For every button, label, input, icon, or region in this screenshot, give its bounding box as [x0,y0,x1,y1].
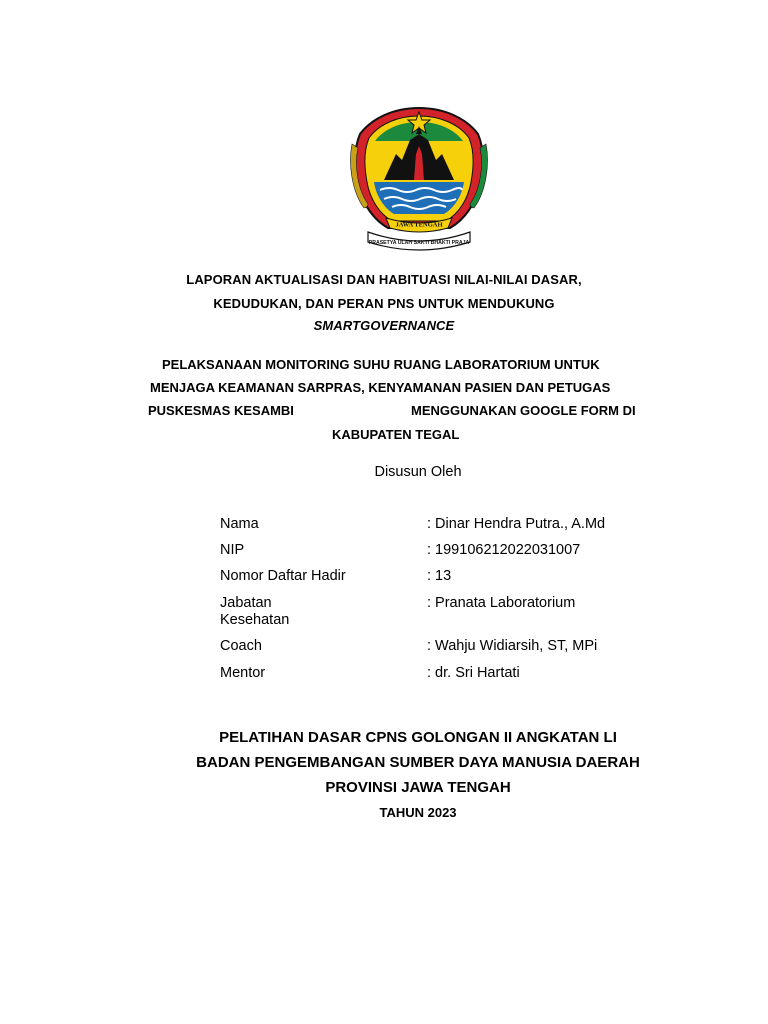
author-label-nama: Nama [220,516,259,532]
report-title-line-1: LAPORAN AKTUALISASI DAN HABITUASI NILAI-NILAI DASAR, [186,272,582,287]
footer-line-2: BADAN PENGEMBANGAN SUMBER DAYA MANUSIA DAERAH [196,754,640,771]
author-label-jabatan: Jabatan [220,595,272,611]
motto-text: PRASETYA ULAH SAKTI BHAKTI PRAJA [368,240,470,246]
author-value-nomor-daftar-hadir: : 13 [427,568,452,584]
author-label-jabatan-line-2: Kesehatan [220,612,290,628]
jawa-tengah-emblem-logo [344,104,494,256]
author-value-coach: : Wahju Widiarsih, ST, MPi [427,638,598,654]
author-label-nip: NIP [220,542,245,558]
author-value-nip: : 199106212022031007 [427,542,581,558]
project-title-line-3-right: MENGGUNAKAN GOOGLE FORM DI [411,403,636,418]
author-value-mentor: : dr. Sri Hartati [427,665,520,681]
author-value-nama: : Dinar Hendra Putra., A.Md [427,516,606,532]
report-title-line-2: KEDUDUKAN, DAN PERAN PNS UNTUK MENDUKUNG [213,296,555,311]
author-value-jabatan: : Pranata Laboratorium [427,595,576,611]
project-title-line-1: PELAKSANAAN MONITORING SUHU RUANG LABORATORIUM UNTUK [162,357,600,372]
author-label-nomor-daftar-hadir: Nomor Daftar Hadir [220,568,346,584]
footer-line-4: TAHUN 2023 [379,805,457,820]
author-label-mentor: Mentor [220,665,266,681]
ribbon-text: JAWA TENGAH [395,221,443,229]
project-title-line-2: MENJAGA KEAMANAN SARPRAS, KENYAMANAN PASIEN DAN PETUGAS [150,380,611,395]
project-title-line-4: KABUPATEN TEGAL [332,427,460,442]
footer-line-1: PELATIHAN DASAR CPNS GOLONGAN II ANGKATAN LI [219,729,617,746]
report-title-line-3: SMARTGOVERNANCE [313,318,455,333]
footer-line-3: PROVINSI JAWA TENGAH [325,779,511,796]
author-heading: Disusun Oleh [374,464,462,480]
author-label-coach: Coach [220,638,262,654]
project-title-line-3-left: PUSKESMAS KESAMBI [148,403,294,418]
